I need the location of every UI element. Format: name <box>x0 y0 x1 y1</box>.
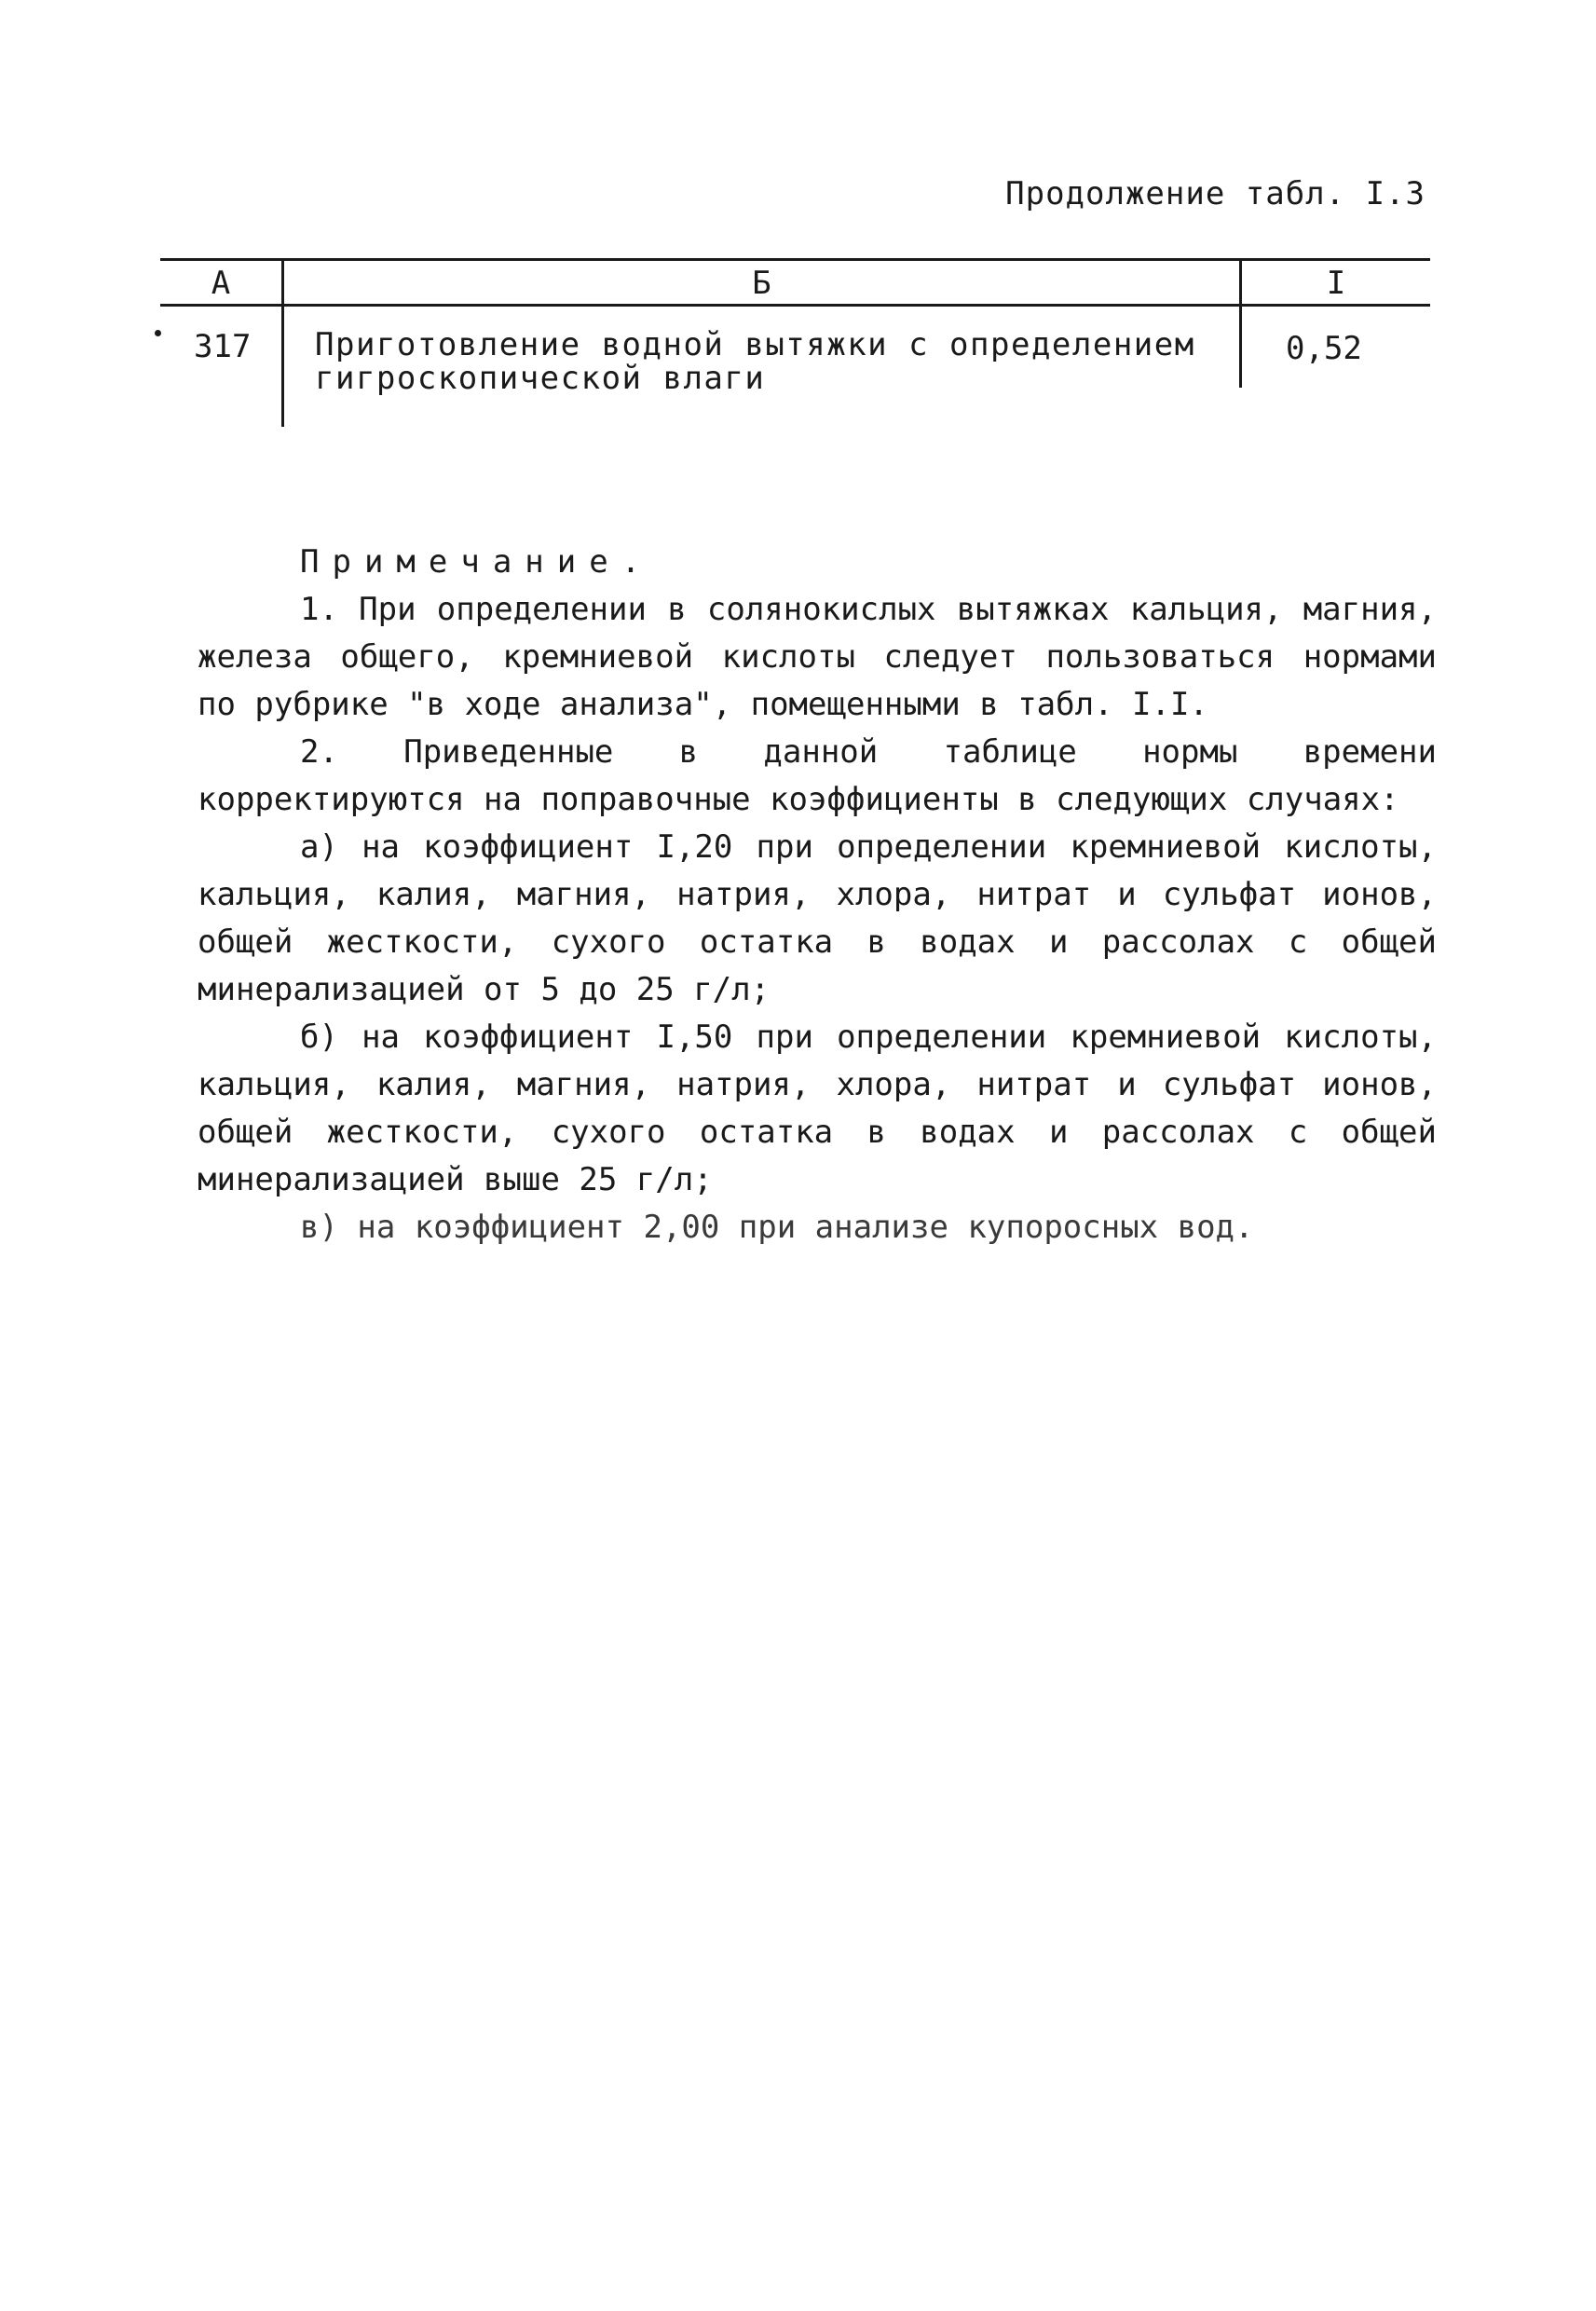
note-item-a: а) на коэффициент I,20 при определении кремниевой кислоты, кальция, калия, магния, натрия, хлора, нитрат и сульфат ионов, общей жесткости, сухого остатка в водах и рассолах с общей минерализацией от 5 до 25 г/л; <box>198 828 1437 1008</box>
scan-speck <box>155 330 161 336</box>
note-paragraph-2: 2. Приведенные в данной таблице нормы времени корректируются на поправочные коэффициенты в следующих случаях: <box>198 733 1437 818</box>
row-code: 317 <box>194 328 252 365</box>
column-header-b: Б <box>752 265 771 302</box>
column-header-value: I <box>1326 265 1346 302</box>
note-paragraph-1: 1. При определении в солянокислых вытяжках кальция, магния, железа общего, кремниевой кислоты следует пользоваться нормами по рубрике "в ходе анализа", помещенными в табл. I.I. <box>198 591 1437 723</box>
notes-heading: Примечание. <box>300 543 654 581</box>
row-description: Приготовление водной вытяжки с определением гигроскопической влаги <box>315 326 1195 397</box>
table-caption: Продолжение табл. I.3 <box>1005 175 1425 212</box>
note-item-c: в) на коэффициент 2,00 при анализе купоросных вод. <box>300 1209 1254 1246</box>
row-value: 0,52 <box>1286 330 1362 367</box>
column-header-a: А <box>211 265 231 302</box>
note-item-b: б) на коэффициент I,50 при определении кремниевой кислоты, кальция, калия, магния, натрия, хлора, нитрат и сульфат ионов, общей жесткости, сухого остатка в водах и рассолах с общей минерализацией выше 25 г/л; <box>198 1019 1437 1198</box>
notes-section <box>198 539 1437 1251</box>
